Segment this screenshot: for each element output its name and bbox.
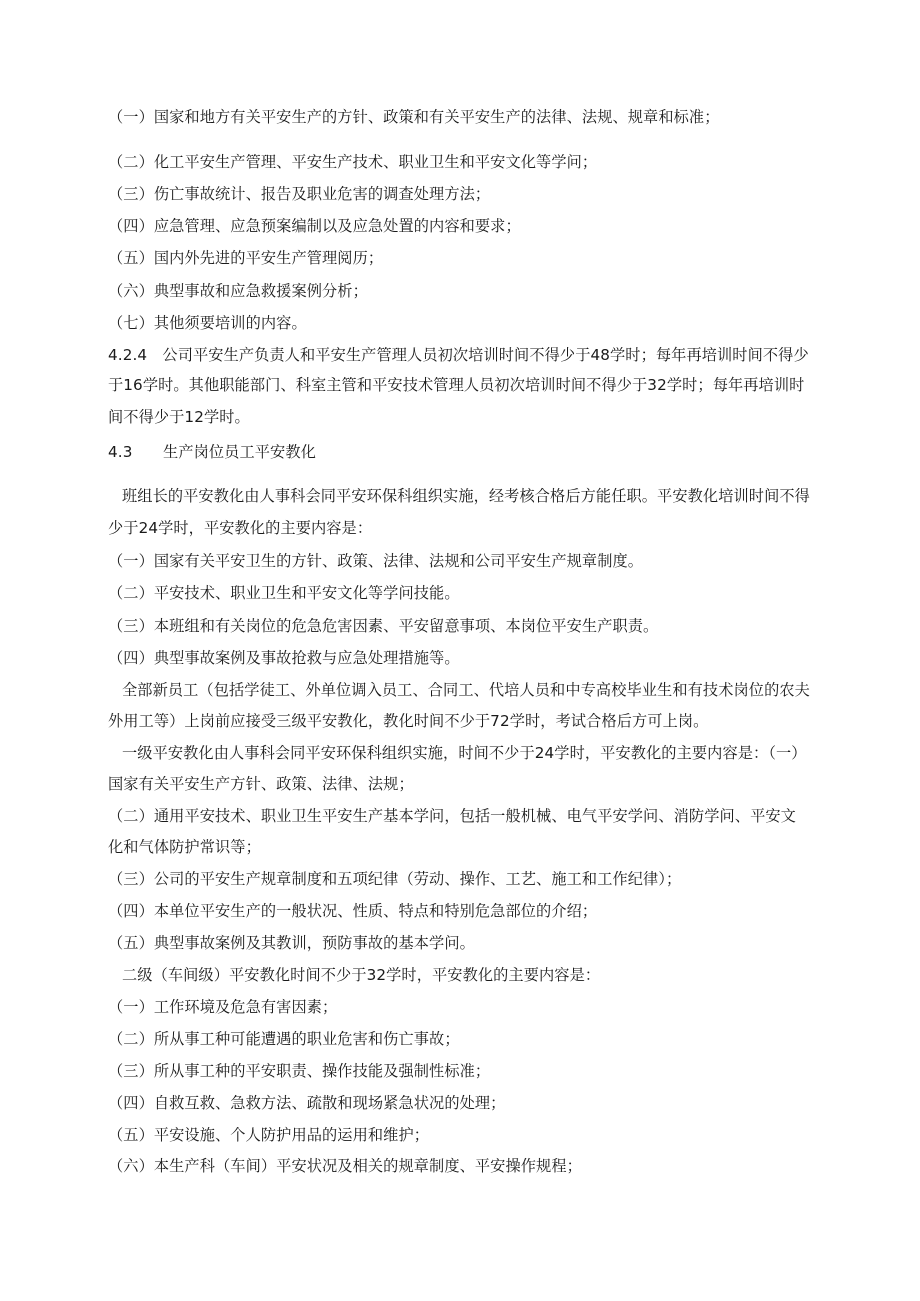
paragraph-line: 少于24学时，平安教化的主要内容是： [108,519,373,537]
text-line: （四）应急管理、应急预案编制以及应急处置的内容和要求； [108,217,521,235]
list-item: （二）通用平安技术、职业卫生平安生产基本学问，包括一般机械、电气平安学问、消防学问、平安文 [108,807,796,825]
text-line: （三）伤亡事故统计、报告及职业危害的调查处理方法； [108,185,491,203]
list-item: 化和气体防护常识等； [108,838,261,856]
list-item: （二）平安技术、职业卫生和平安文化等学问技能。 [108,584,460,602]
paragraph-line: 国家有关平安生产方针、政策、法律、法规； [108,775,414,793]
list-item: （四）典型事故案例及事故抢救与应急处理措施等。 [108,649,460,667]
paragraph-line: 班组长的平安教化由人事科会同平安环保科组织实施，经考核合格后方能任职。平安教化培训时间不得 [122,487,810,505]
paragraph-line: 二级（车间级）平安教化时间不少于32学时，平安教化的主要内容是： [122,966,601,984]
list-item: （三）本班组和有关岗位的危急危害因素、平安留意事项、本岗位平安生产职责。 [108,617,659,635]
list-item: （四）本单位平安生产的一般状况、性质、特点和特别危急部位的介绍； [108,902,598,920]
list-item: （二）所从事工种可能遭遇的职业危害和伤亡事故； [108,1030,460,1048]
list-item: （五）典型事故案例及其教训，预防事故的基本学问。 [108,934,475,952]
text-line: （一）国家和地方有关平安生产的方针、政策和有关平安生产的法律、法规、规章和标准； [108,108,720,126]
list-item: （一）国家有关平安卫生的方针、政策、法律、法规和公司平安生产规章制度。 [108,552,644,570]
text-line: 于16学时。其他职能部门、科室主管和平安技术管理人员初次培训时间不得少于32学时；每年再培训时 [108,376,805,394]
list-item: （六）本生产科（车间）平安状况及相关的规章制度、平安操作规程； [108,1157,582,1175]
paragraph-line: 一级平安教化由人事科会同平安环保科组织实施，时间不少于24学时，平安教化的主要内容是：（一） [122,744,807,762]
paragraph-line: 外用工等）上岗前应接受三级平安教化，教化时间不少于72学时，考试合格后方可上岗。 [108,712,709,730]
list-item: （三）所从事工种的平安职责、操作技能及强制性标准； [108,1062,491,1080]
section-heading: 4.3 生产岗位员工平安教化 [108,443,316,461]
text-line: （二）化工平安生产管理、平安生产技术、职业卫生和平安文化等学问； [108,153,598,171]
text-line: （七）其他须要培训的内容。 [108,314,307,332]
text-line: （五）国内外先进的平安生产管理阅历； [108,249,384,267]
list-item: （五）平安设施、个人防护用品的运用和维护； [108,1126,430,1144]
list-item: （三）公司的平安生产规章制度和五项纪律（劳动、操作、工艺、施工和工作纪律）； [108,870,682,888]
paragraph-line: 全部新员工（包括学徒工、外单位调入员工、合同工、代培人员和中专高校毕业生和有技术岗位的农夫 [122,681,810,699]
text-line: （六）典型事故和应急救援案例分析； [108,282,368,300]
text-line: 间不得少于12学时。 [108,408,250,426]
list-item: （四）自救互救、急救方法、疏散和现场紧急状况的处理； [108,1094,506,1112]
text-line: 4.2.4 公司平安生产负责人和平安生产管理人员初次培训时间不得少于48学时；每年再培训时间不得少 [108,346,809,364]
list-item: （一）工作环境及危急有害因素； [108,998,338,1016]
